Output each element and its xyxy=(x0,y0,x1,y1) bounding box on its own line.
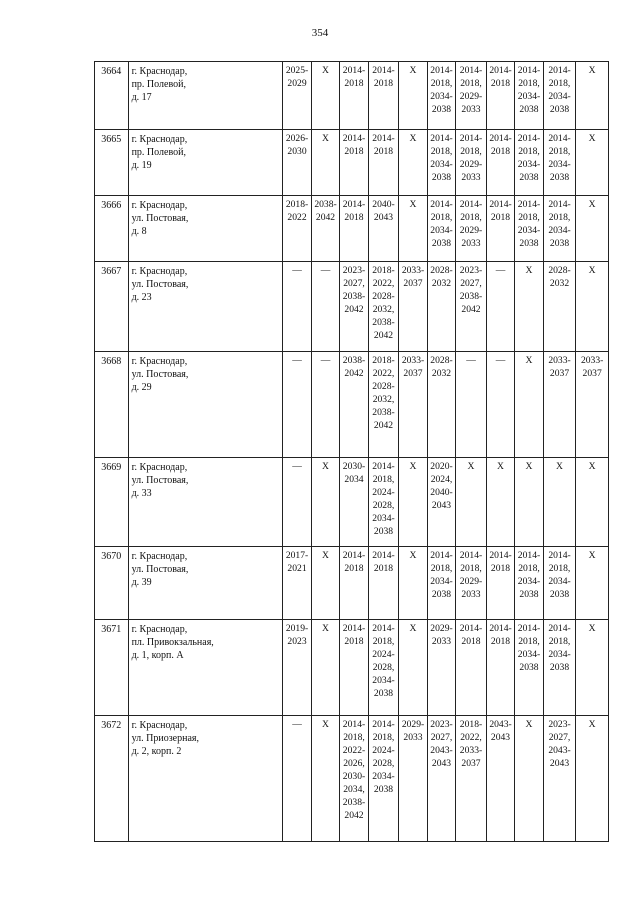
address-line: д. 23 xyxy=(131,292,152,303)
period-cell: X xyxy=(399,196,427,262)
address-line: г. Краснодар, xyxy=(131,551,188,562)
period-cell: X xyxy=(543,458,576,547)
period-cell: X xyxy=(576,130,609,196)
period-cell: 2018- 2022 xyxy=(283,196,311,262)
address-line: ул. Постовая, xyxy=(131,564,189,575)
period-cell: 2014- 2018, 2034- 2038 xyxy=(543,547,576,620)
address-line: пр. Полевой, xyxy=(131,147,186,158)
address-line: ул. Приозерная, xyxy=(131,733,199,744)
period-cell: — xyxy=(311,352,339,458)
period-cell: X xyxy=(515,716,543,842)
period-cell: — xyxy=(283,262,311,352)
period-cell: 2023- 2027, 2038- 2042 xyxy=(340,262,368,352)
address-line: д. 39 xyxy=(131,577,152,588)
period-cell: 2025- 2029 xyxy=(283,62,311,130)
period-cell: 2014- 2018, 2029- 2033 xyxy=(456,196,487,262)
address-line: ул. Постовая, xyxy=(131,213,189,224)
period-cell: 2028- 2032 xyxy=(427,262,455,352)
row-number: 3666 xyxy=(95,196,129,262)
period-cell: X xyxy=(311,716,339,842)
period-cell: 2014- 2018, 2034- 2038 xyxy=(515,620,543,716)
period-cell: 2029- 2033 xyxy=(427,620,455,716)
table-row xyxy=(95,620,609,716)
period-cell: 2014- 2018, 2034- 2038 xyxy=(515,547,543,620)
period-cell: X xyxy=(456,458,487,547)
period-cell: 2026- 2030 xyxy=(283,130,311,196)
period-cell: 2014- 2018, 2029- 2033 xyxy=(456,130,487,196)
table-row xyxy=(95,262,609,352)
period-cell: 2014- 2018, 2034- 2038 xyxy=(515,196,543,262)
address-cell xyxy=(128,130,283,196)
address-cell xyxy=(128,196,283,262)
period-cell: X xyxy=(576,547,609,620)
period-cell: — xyxy=(456,352,487,458)
address-line: ул. Постовая, xyxy=(131,475,189,486)
period-cell: 2014- 2018 xyxy=(340,196,368,262)
period-cell: X xyxy=(576,458,609,547)
address-line: г. Краснодар, xyxy=(131,720,188,731)
period-cell: X xyxy=(486,458,514,547)
address-line: пр. Полевой, xyxy=(131,79,186,90)
period-cell: X xyxy=(311,130,339,196)
period-cell: X xyxy=(399,620,427,716)
period-cell: — xyxy=(283,352,311,458)
period-cell: 2028- 2032 xyxy=(427,352,455,458)
period-cell: 2014- 2018, 2034- 2038 xyxy=(427,547,455,620)
address-line: ул. Постовая, xyxy=(131,279,189,290)
address-line: пл. Привокзальная, xyxy=(131,637,214,648)
period-cell: 2030- 2034 xyxy=(340,458,368,547)
period-cell: X xyxy=(311,458,339,547)
address-line: г. Краснодар, xyxy=(131,134,188,145)
address-line: д. 17 xyxy=(131,92,152,103)
period-cell: X xyxy=(576,262,609,352)
table-row xyxy=(95,458,609,547)
period-cell: 2014- 2018 xyxy=(340,547,368,620)
address-line: г. Краснодар, xyxy=(131,200,188,211)
address-cell xyxy=(128,352,283,458)
period-cell: X xyxy=(576,716,609,842)
row-number: 3672 xyxy=(95,716,129,842)
address-cell xyxy=(128,716,283,842)
period-cell: 2023- 2027, 2038- 2042 xyxy=(456,262,487,352)
address-line: г. Краснодар, xyxy=(131,462,188,473)
period-cell: 2029- 2033 xyxy=(399,716,427,842)
period-cell: 2014- 2018, 2034- 2038 xyxy=(543,196,576,262)
schedule-table xyxy=(94,61,609,842)
table-row xyxy=(95,352,609,458)
period-cell: X xyxy=(576,620,609,716)
period-cell: X xyxy=(311,620,339,716)
address-cell xyxy=(128,262,283,352)
table-row xyxy=(95,716,609,842)
period-cell: X xyxy=(399,547,427,620)
period-cell: 2014- 2018, 2029- 2033 xyxy=(456,62,487,130)
period-cell: 2014- 2018 xyxy=(486,547,514,620)
address-line: г. Краснодар, xyxy=(131,624,188,635)
period-cell: — xyxy=(486,262,514,352)
period-cell: 2033- 2037 xyxy=(399,262,427,352)
period-cell: 2014- 2018 xyxy=(340,620,368,716)
period-cell: 2023- 2027, 2043- 2043 xyxy=(427,716,455,842)
address-cell xyxy=(128,458,283,547)
period-cell: X xyxy=(515,458,543,547)
period-cell: X xyxy=(311,62,339,130)
row-number: 3667 xyxy=(95,262,129,352)
period-cell: 2028- 2032 xyxy=(543,262,576,352)
address-line: д. 8 xyxy=(131,226,147,237)
address-line: ул. Постовая, xyxy=(131,369,189,380)
period-cell: 2033- 2037 xyxy=(399,352,427,458)
address-cell xyxy=(128,620,283,716)
period-cell: X xyxy=(515,262,543,352)
period-cell: 2040- 2043 xyxy=(368,196,399,262)
period-cell: 2038- 2042 xyxy=(311,196,339,262)
period-cell: 2014- 2018, 2034- 2038 xyxy=(543,130,576,196)
table-row xyxy=(95,547,609,620)
period-cell: 2014- 2018, 2024- 2028, 2034- 2038 xyxy=(368,620,399,716)
period-cell: 2014- 2018 xyxy=(340,130,368,196)
table-row xyxy=(95,196,609,262)
period-cell: 2018- 2022, 2028- 2032, 2038- 2042 xyxy=(368,352,399,458)
period-cell: 2014- 2018, 2034- 2038 xyxy=(543,62,576,130)
page-number: 354 xyxy=(311,27,329,39)
address-cell xyxy=(128,547,283,620)
period-cell: X xyxy=(515,352,543,458)
address-line: д. 19 xyxy=(131,160,152,171)
period-cell: 2014- 2018 xyxy=(340,62,368,130)
period-cell: 2014- 2018, 2029- 2033 xyxy=(456,547,487,620)
table-row xyxy=(95,62,609,130)
period-cell: 2014- 2018 xyxy=(486,130,514,196)
period-cell: 2014- 2018, 2034- 2038 xyxy=(427,130,455,196)
period-cell: 2014- 2018 xyxy=(486,196,514,262)
period-cell: 2018- 2022, 2033- 2037 xyxy=(456,716,487,842)
address-line: д. 29 xyxy=(131,382,152,393)
period-cell: 2014- 2018 xyxy=(486,620,514,716)
period-cell: 2020- 2024, 2040- 2043 xyxy=(427,458,455,547)
period-cell: — xyxy=(283,716,311,842)
row-number: 3665 xyxy=(95,130,129,196)
period-cell: — xyxy=(283,458,311,547)
period-cell: 2014- 2018, 2022- 2026, 2030- 2034, 2038- 2042 xyxy=(340,716,368,842)
period-cell: 2014- 2018 xyxy=(486,62,514,130)
period-cell: 2038- 2042 xyxy=(340,352,368,458)
table-row xyxy=(95,130,609,196)
period-cell: 2023- 2027, 2043- 2043 xyxy=(543,716,576,842)
period-cell: 2017- 2021 xyxy=(283,547,311,620)
period-cell: X xyxy=(311,547,339,620)
period-cell: 2033- 2037 xyxy=(543,352,576,458)
period-cell: 2043- 2043 xyxy=(486,716,514,842)
address-line: г. Краснодар, xyxy=(131,266,188,277)
period-cell: — xyxy=(311,262,339,352)
period-cell: 2014- 2018, 2034- 2038 xyxy=(515,62,543,130)
period-cell: X xyxy=(576,196,609,262)
period-cell: 2014- 2018, 2034- 2038 xyxy=(427,62,455,130)
period-cell: 2014- 2018 xyxy=(368,62,399,130)
period-cell: X xyxy=(399,130,427,196)
row-number: 3669 xyxy=(95,458,129,547)
row-number: 3670 xyxy=(95,547,129,620)
period-cell: 2014- 2018, 2034- 2038 xyxy=(543,620,576,716)
period-cell: X xyxy=(399,458,427,547)
period-cell: 2014- 2018 xyxy=(368,130,399,196)
period-cell: 2014- 2018 xyxy=(368,547,399,620)
period-cell: X xyxy=(399,62,427,130)
period-cell: 2033- 2037 xyxy=(576,352,609,458)
period-cell: 2014- 2018, 2034- 2038 xyxy=(515,130,543,196)
period-cell: X xyxy=(576,62,609,130)
period-cell: 2014- 2018, 2034- 2038 xyxy=(427,196,455,262)
period-cell: 2014- 2018, 2024- 2028, 2034- 2038 xyxy=(368,458,399,547)
period-cell: 2014- 2018, 2024- 2028, 2034- 2038 xyxy=(368,716,399,842)
address-cell xyxy=(128,62,283,130)
period-cell: 2018- 2022, 2028- 2032, 2038- 2042 xyxy=(368,262,399,352)
row-number: 3664 xyxy=(95,62,129,130)
row-number: 3671 xyxy=(95,620,129,716)
period-cell: 2014- 2018 xyxy=(456,620,487,716)
period-cell: 2019- 2023 xyxy=(283,620,311,716)
address-line: д. 33 xyxy=(131,488,152,499)
period-cell: — xyxy=(486,352,514,458)
address-line: г. Краснодар, xyxy=(131,66,188,77)
address-line: г. Краснодар, xyxy=(131,356,188,367)
address-line: д. 1, корп. А xyxy=(131,650,184,661)
row-number: 3668 xyxy=(95,352,129,458)
address-line: д. 2, корп. 2 xyxy=(131,746,182,757)
